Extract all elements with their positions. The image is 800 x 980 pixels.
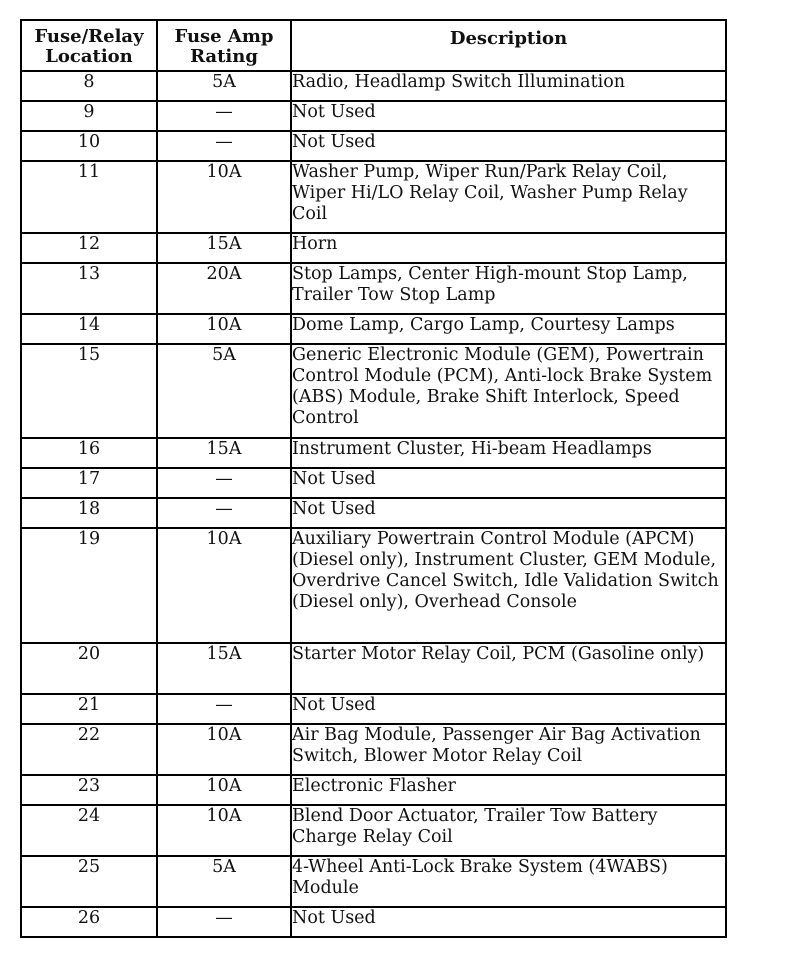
table-row <box>21 907 726 937</box>
rating-cell: — <box>157 468 291 498</box>
rating-cell: — <box>157 498 291 528</box>
location-cell: 9 <box>21 101 157 131</box>
location-cell: 22 <box>21 724 157 775</box>
location-cell: 11 <box>21 161 157 233</box>
rating-cell: 10A <box>157 314 291 344</box>
header-description: Description <box>291 20 726 71</box>
location-cell: 12 <box>21 233 157 263</box>
header-rating: Fuse Amp Rating <box>157 20 291 71</box>
location-cell: 8 <box>21 71 157 101</box>
location-cell: 21 <box>21 694 157 724</box>
table-row <box>21 314 726 344</box>
description-cell: Not Used <box>291 907 726 937</box>
rating-cell: 5A <box>157 856 291 907</box>
location-cell: 24 <box>21 805 157 856</box>
location-cell: 15 <box>21 344 157 438</box>
table-row <box>21 643 726 694</box>
description-cell: Not Used <box>291 694 726 724</box>
rating-cell: — <box>157 907 291 937</box>
location-cell: 19 <box>21 528 157 643</box>
rating-cell: 5A <box>157 344 291 438</box>
description-cell: Blend Door Actuator, Trailer Tow Battery Charge Relay Coil <box>291 805 726 856</box>
table-row <box>21 775 726 805</box>
table-row <box>21 805 726 856</box>
fuse-relay-table <box>20 19 727 938</box>
table-row <box>21 233 726 263</box>
table-row <box>21 131 726 161</box>
table-row <box>21 724 726 775</box>
location-cell: 26 <box>21 907 157 937</box>
description-cell: Starter Motor Relay Coil, PCM (Gasoline only) <box>291 643 726 694</box>
description-cell: Electronic Flasher <box>291 775 726 805</box>
description-cell: Not Used <box>291 468 726 498</box>
location-cell: 14 <box>21 314 157 344</box>
rating-cell: 10A <box>157 724 291 775</box>
rating-cell: 20A <box>157 263 291 314</box>
location-cell: 17 <box>21 468 157 498</box>
description-cell: Radio, Headlamp Switch Illumination <box>291 71 726 101</box>
description-cell: Generic Electronic Module (GEM), Powertrain Control Module (PCM), Anti-lock Brake System (ABS) Module, Brake Shift Interlock, Speed Control <box>291 344 726 438</box>
description-cell: Not Used <box>291 131 726 161</box>
description-cell: 4-Wheel Anti-Lock Brake System (4WABS) Module <box>291 856 726 907</box>
description-cell: Instrument Cluster, Hi-beam Headlamps <box>291 438 726 468</box>
rating-cell: — <box>157 101 291 131</box>
table-row <box>21 101 726 131</box>
table-row <box>21 468 726 498</box>
rating-cell: 10A <box>157 775 291 805</box>
location-cell: 25 <box>21 856 157 907</box>
location-cell: 10 <box>21 131 157 161</box>
header-row <box>21 20 726 71</box>
table-row <box>21 71 726 101</box>
location-cell: 13 <box>21 263 157 314</box>
table-row <box>21 498 726 528</box>
rating-cell: 15A <box>157 438 291 468</box>
description-cell: Auxiliary Powertrain Control Module (APCM) (Diesel only), Instrument Cluster, GEM Module, Overdrive Cancel Switch, Idle Validation Switch (Diesel only), Overhead Console <box>291 528 726 643</box>
rating-cell: 15A <box>157 233 291 263</box>
location-cell: 16 <box>21 438 157 468</box>
rating-cell: 10A <box>157 528 291 643</box>
rating-cell: 10A <box>157 161 291 233</box>
table-row <box>21 528 726 643</box>
rating-cell: 10A <box>157 805 291 856</box>
table-row <box>21 694 726 724</box>
description-cell: Air Bag Module, Passenger Air Bag Activation Switch, Blower Motor Relay Coil <box>291 724 726 775</box>
description-cell: Stop Lamps, Center High-mount Stop Lamp, Trailer Tow Stop Lamp <box>291 263 726 314</box>
description-cell: Horn <box>291 233 726 263</box>
description-cell: Not Used <box>291 101 726 131</box>
table-row <box>21 438 726 468</box>
table-row <box>21 344 726 438</box>
location-cell: 20 <box>21 643 157 694</box>
table-row <box>21 263 726 314</box>
rating-cell: 15A <box>157 643 291 694</box>
description-cell: Washer Pump, Wiper Run/Park Relay Coil, Wiper Hi/LO Relay Coil, Washer Pump Relay Coil <box>291 161 726 233</box>
rating-cell: 5A <box>157 71 291 101</box>
table-row <box>21 161 726 233</box>
table-body <box>21 71 726 937</box>
location-cell: 18 <box>21 498 157 528</box>
rating-cell: — <box>157 694 291 724</box>
location-cell: 23 <box>21 775 157 805</box>
table-row <box>21 856 726 907</box>
description-cell: Not Used <box>291 498 726 528</box>
description-cell: Dome Lamp, Cargo Lamp, Courtesy Lamps <box>291 314 726 344</box>
header-location: Fuse/Relay Location <box>21 20 157 71</box>
rating-cell: — <box>157 131 291 161</box>
table-header <box>21 20 726 71</box>
